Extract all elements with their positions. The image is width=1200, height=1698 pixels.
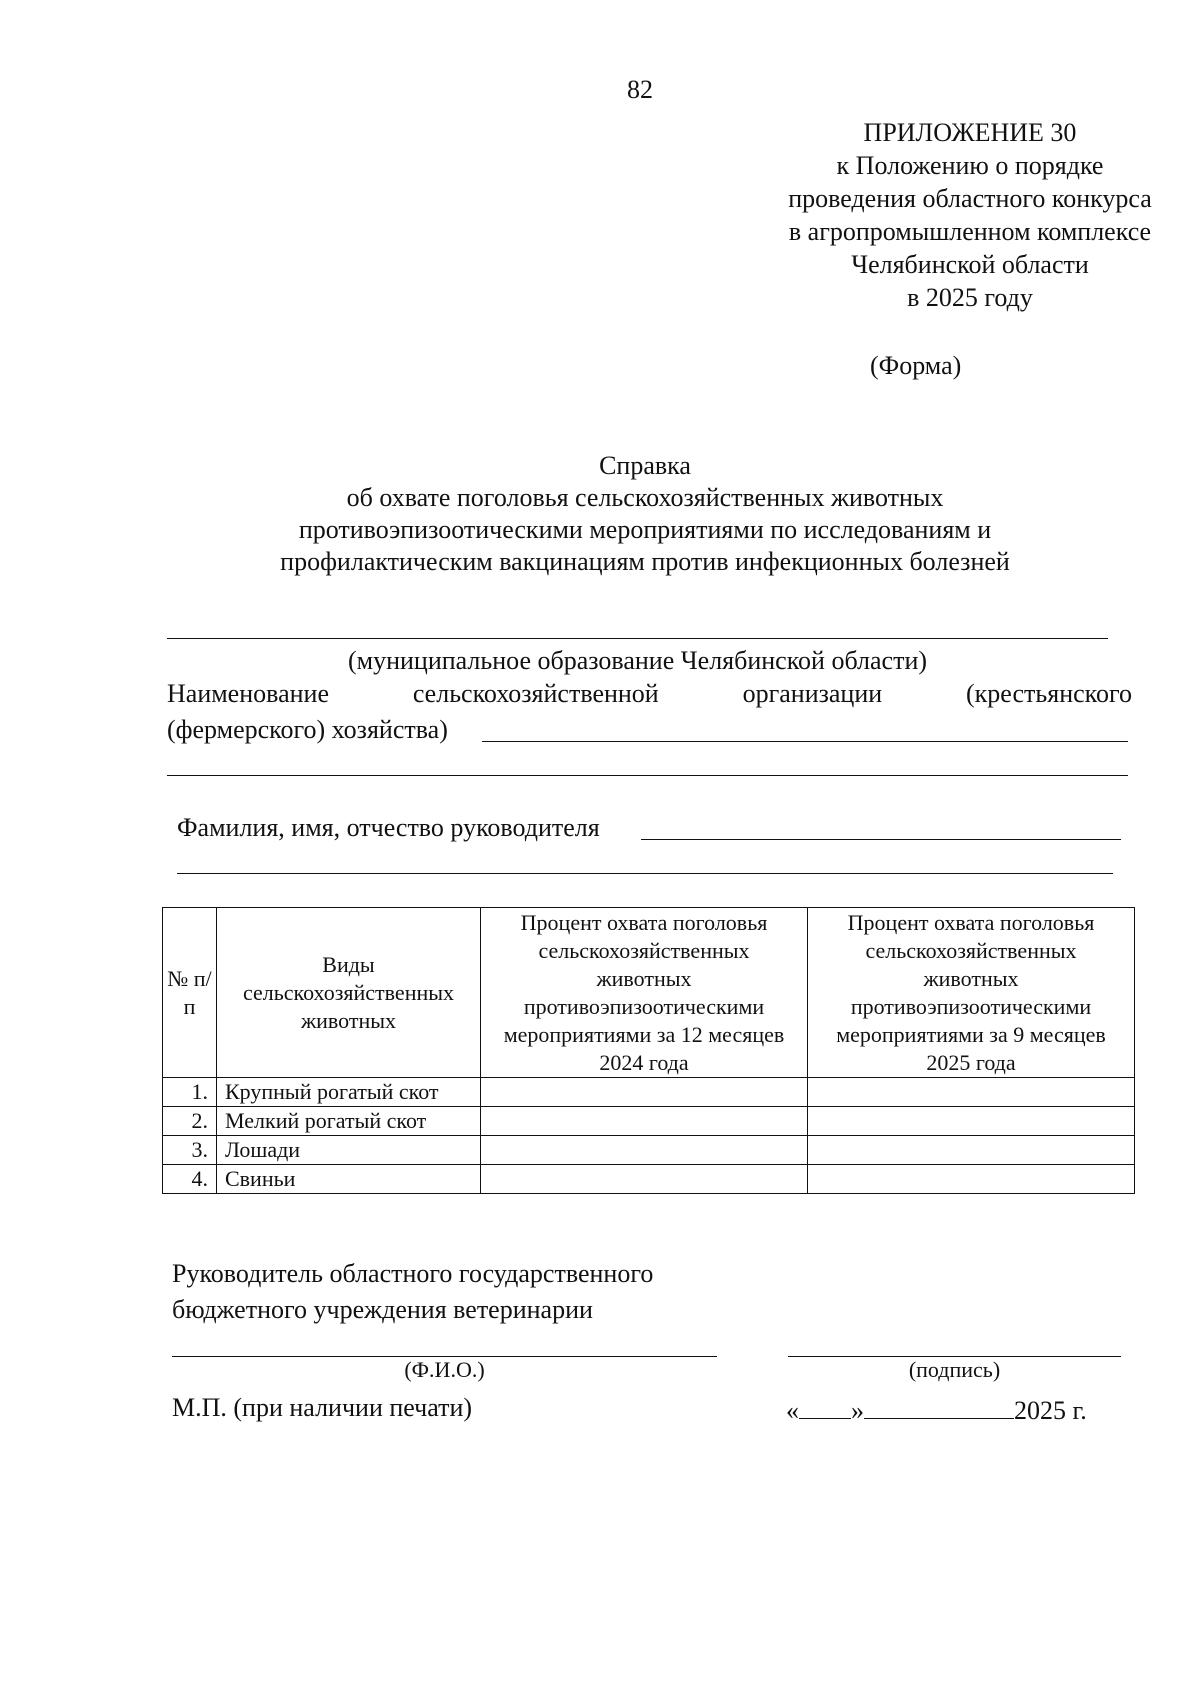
document-title <box>200 450 1090 578</box>
appendix-line: к Положению о порядке <box>836 151 1104 180</box>
appendix-line: в 2025 году <box>907 283 1033 312</box>
date-year: 2025 г. <box>1014 1396 1087 1425</box>
row-coverage-2024-cell[interactable] <box>481 1165 808 1194</box>
appendix-block <box>690 116 1200 314</box>
table-row <box>163 1078 1135 1107</box>
date-close-quote: » <box>851 1396 864 1425</box>
document-title-line: об охвате поголовья сельскохозяйственных животных <box>346 483 944 512</box>
organization-label: Наименование сельскохозяйственной организации (крестьянского <box>167 679 1132 708</box>
document-heading: Справка <box>599 451 691 480</box>
table-row <box>163 1165 1135 1194</box>
form-label: (Форма) <box>870 351 962 380</box>
date-open-quote: « <box>786 1396 799 1425</box>
row-number: 2. <box>163 1107 217 1136</box>
signatory-title-line: Руководитель областного государственного <box>172 1259 654 1288</box>
signatory-title <box>172 1256 653 1328</box>
head-name-extra-fill-line[interactable] <box>177 873 1113 874</box>
date-month-fill[interactable] <box>864 1392 1014 1419</box>
organization-extra-fill-line[interactable] <box>167 775 1128 776</box>
row-number: 1. <box>163 1078 217 1107</box>
head-name-label: Фамилия, имя, отчество руководителя <box>177 813 600 842</box>
row-number: 4. <box>163 1165 217 1194</box>
row-number: 3. <box>163 1136 217 1165</box>
head-name-fill-line[interactable] <box>641 839 1121 840</box>
organization-label-continued: (фермерского) хозяйства) <box>167 715 448 744</box>
appendix-line: Челябинской области <box>851 250 1089 279</box>
table-row <box>163 1136 1135 1165</box>
signature-caption: (подпись) <box>908 1357 1001 1382</box>
header-coverage-2024: Процент охвата поголовья сельскохозяйственных животных противоэпизоотическими мероприятиями за 12 месяцев 2024 года <box>481 908 808 1078</box>
date-field <box>786 1392 1087 1427</box>
appendix-line: в агропромышленном комплексе <box>788 217 1152 246</box>
coverage-table <box>162 907 1135 1194</box>
date-day-fill[interactable] <box>799 1392 851 1419</box>
row-coverage-2025-cell[interactable] <box>808 1078 1135 1107</box>
signatory-title-line: бюджетного учреждения ветеринарии <box>172 1295 593 1324</box>
row-animal-type: Мелкий рогатый скот <box>217 1107 481 1136</box>
page-number: 82 <box>627 75 653 104</box>
row-coverage-2025-cell[interactable] <box>808 1136 1135 1165</box>
table-row <box>163 1107 1135 1136</box>
stamp-label: М.П. (при наличии печати) <box>172 1393 473 1422</box>
document-title-line: профилактическим вакцинациям против инфекционных болезней <box>280 547 1010 576</box>
header-animal-type: Виды сельскохозяйственных животных <box>217 908 481 1078</box>
table-header-row <box>163 908 1135 1078</box>
row-coverage-2024-cell[interactable] <box>481 1107 808 1136</box>
row-animal-type: Лошади <box>217 1136 481 1165</box>
row-coverage-2025-cell[interactable] <box>808 1107 1135 1136</box>
municipality-caption: (муниципальное образование Челябинской области) <box>347 646 928 675</box>
row-coverage-2024-cell[interactable] <box>481 1136 808 1165</box>
row-animal-type: Крупный рогатый скот <box>217 1078 481 1107</box>
organization-fill-line[interactable] <box>482 741 1128 742</box>
document-title-line: противоэпизоотическими мероприятиями по исследованиям и <box>298 515 992 544</box>
row-coverage-2024-cell[interactable] <box>481 1078 808 1107</box>
fio-caption: (Ф.И.О.) <box>404 1357 485 1382</box>
header-num: № п/п <box>163 908 217 1078</box>
appendix-line: проведения областного конкурса <box>788 184 1152 213</box>
row-animal-type: Свиньи <box>217 1165 481 1194</box>
municipality-fill-line[interactable] <box>167 638 1108 639</box>
row-coverage-2025-cell[interactable] <box>808 1165 1135 1194</box>
appendix-title: ПРИЛОЖЕНИЕ 30 <box>863 118 1077 147</box>
header-coverage-2025: Процент охвата поголовья сельскохозяйственных животных противоэпизоотическими мероприятиями за 9 месяцев 2025 года <box>808 908 1135 1078</box>
